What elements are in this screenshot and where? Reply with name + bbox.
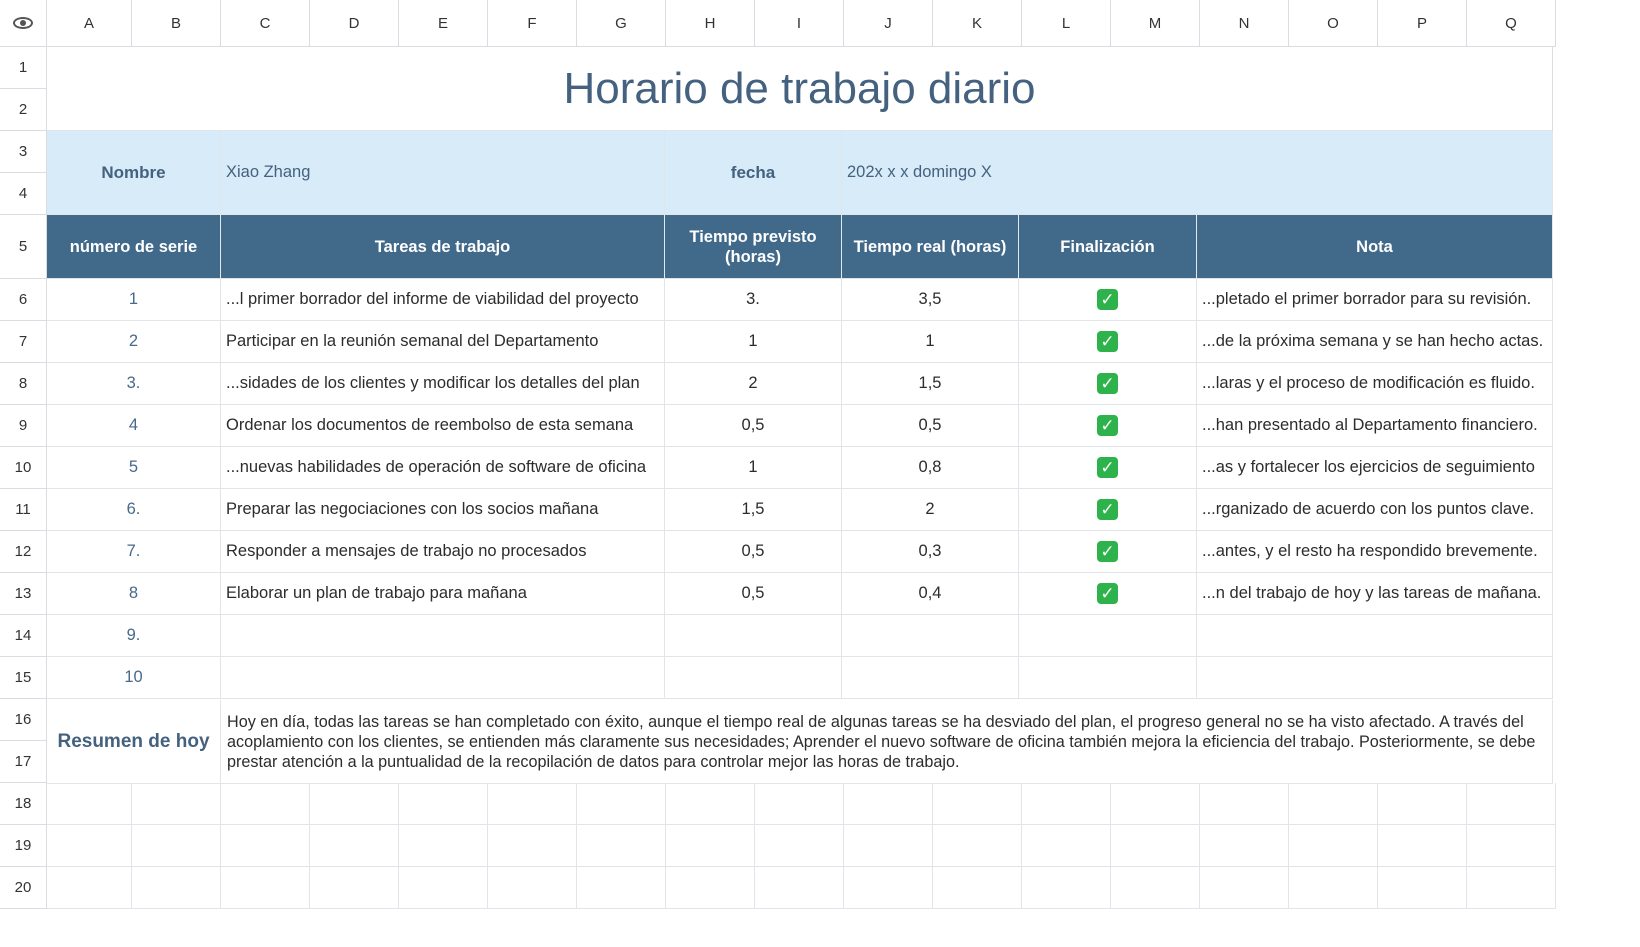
cell-done[interactable] [1019, 279, 1197, 321]
empty-cell[interactable] [844, 825, 933, 867]
cell-planned-text: 1 [748, 458, 758, 476]
date-value: 202x x x domingo X [847, 163, 992, 181]
header-actual[interactable] [842, 215, 1019, 279]
empty-cell[interactable] [844, 867, 933, 909]
column-header-e[interactable]: E [399, 0, 488, 47]
empty-cell[interactable] [1378, 867, 1467, 909]
column-header-c[interactable]: C [221, 0, 310, 47]
summary-text: Hoy en día, todas las tareas se han completado con éxito, aunque el tiempo real de algunas tareas se ha desviado del plan, el progreso general no se ha visto afectado. A través del acoplamiento con los clientes, se entienden más claramente sus necesidades; Aprender el nuevo software de oficina también mejora la eficiencia del trabajo. Posteriormente, se debe prestar atención a la puntualidad de la recopilación de datos para controlar mejor las horas de trabajo. [227, 712, 1536, 771]
column-header-a[interactable]: A [47, 0, 132, 47]
cell-done[interactable] [1019, 657, 1197, 699]
cell-serial-text: 4 [128, 416, 139, 434]
cell-task[interactable] [221, 573, 665, 615]
cell-actual-text: 0,4 [918, 584, 942, 602]
cell-note-text: ...pletado el primer borrador para su revisión. [1202, 290, 1532, 308]
row-header-13[interactable]: 13 [0, 573, 47, 615]
column-header-j[interactable]: J [844, 0, 933, 47]
header-task[interactable] [221, 215, 665, 279]
row-header-8[interactable]: 8 [0, 363, 47, 405]
cell-task[interactable] [221, 531, 665, 573]
cell-planned-text: 1 [748, 332, 758, 350]
column-header-g[interactable]: G [577, 0, 666, 47]
cell-serial[interactable] [47, 573, 221, 615]
cell-serial[interactable] [47, 447, 221, 489]
cell-planned[interactable] [665, 531, 842, 573]
cell-task[interactable] [221, 405, 665, 447]
empty-cell[interactable] [666, 783, 755, 825]
cell-task[interactable] [221, 279, 665, 321]
cell-planned[interactable] [665, 489, 842, 531]
sheet-title-text: Horario de trabajo diario [563, 63, 1036, 113]
empty-cell[interactable] [488, 783, 577, 825]
name-label: Nombre [101, 162, 166, 182]
cell-planned[interactable] [665, 363, 842, 405]
cell-note[interactable] [1197, 573, 1553, 615]
sheet-title[interactable] [47, 47, 1553, 131]
empty-cell[interactable] [132, 867, 221, 909]
header-serial-text: número de serie [69, 237, 198, 256]
cell-task-text: ...sidades de los clientes y modificar los detalles del plan [226, 374, 640, 392]
column-header-o[interactable]: O [1289, 0, 1378, 47]
header-note[interactable] [1197, 215, 1553, 279]
empty-cell[interactable] [1289, 825, 1378, 867]
empty-cell[interactable] [1467, 825, 1556, 867]
column-header-k[interactable]: K [933, 0, 1022, 47]
cell-note[interactable] [1197, 321, 1553, 363]
cell-done[interactable] [1019, 615, 1197, 657]
empty-cell[interactable] [755, 867, 844, 909]
row-header-18[interactable]: 18 [0, 783, 47, 825]
name-value: Xiao Zhang [226, 163, 311, 181]
cell-serial[interactable] [47, 615, 221, 657]
cell-serial[interactable] [47, 489, 221, 531]
cell-planned[interactable] [665, 321, 842, 363]
cell-planned-text: 0,5 [741, 584, 765, 602]
column-header-l[interactable]: L [1022, 0, 1111, 47]
cell-actual[interactable] [842, 573, 1019, 615]
cell-task[interactable] [221, 657, 665, 699]
check-icon: ✓ [1097, 289, 1118, 310]
cell-note-text: ...as y fortalecer los ejercicios de seguimiento [1202, 458, 1535, 476]
check-icon: ✓ [1097, 499, 1118, 520]
date-label-cell[interactable] [665, 131, 842, 215]
column-header-n[interactable]: N [1200, 0, 1289, 47]
eye-icon[interactable] [13, 17, 33, 29]
empty-cell[interactable] [1200, 867, 1289, 909]
empty-cell[interactable] [221, 825, 310, 867]
date-value-cell[interactable] [842, 131, 1553, 215]
cell-serial-text: 1 [128, 290, 139, 308]
cell-done[interactable] [1019, 405, 1197, 447]
empty-cell[interactable] [1378, 825, 1467, 867]
row-header-16[interactable]: 16 [0, 699, 47, 741]
header-note-text: Nota [1356, 237, 1393, 256]
cell-planned-text: 0,5 [741, 416, 765, 434]
header-planned[interactable] [665, 215, 842, 279]
cell-task-text: Responder a mensajes de trabajo no procesados [226, 542, 587, 560]
cell-done[interactable] [1019, 363, 1197, 405]
empty-cell[interactable] [577, 783, 666, 825]
empty-cell[interactable] [755, 825, 844, 867]
cell-planned[interactable] [665, 447, 842, 489]
cell-actual[interactable] [842, 447, 1019, 489]
column-header-m[interactable]: M [1111, 0, 1200, 47]
column-header-p[interactable]: P [1378, 0, 1467, 47]
empty-cell[interactable] [310, 783, 399, 825]
name-label-cell[interactable] [47, 131, 221, 215]
column-header-b[interactable]: B [132, 0, 221, 47]
cell-task[interactable] [221, 363, 665, 405]
cell-serial-text: 5 [128, 458, 139, 476]
cell-task-text: ...nuevas habilidades de operación de software de oficina [226, 458, 647, 476]
cell-serial[interactable] [47, 363, 221, 405]
row-header-3[interactable]: 3 [0, 131, 47, 173]
cell-actual[interactable] [842, 405, 1019, 447]
check-icon: ✓ [1097, 583, 1118, 604]
summary-label-cell[interactable] [47, 700, 221, 784]
cell-note[interactable] [1197, 447, 1553, 489]
check-icon: ✓ [1097, 541, 1118, 562]
column-header-i[interactable]: I [755, 0, 844, 47]
empty-cell[interactable] [1022, 867, 1111, 909]
cell-actual-text: 2 [925, 500, 935, 518]
cell-task-text: Participar en la reunión semanal del Departamento [226, 332, 599, 350]
empty-cell[interactable] [221, 867, 310, 909]
empty-cell[interactable] [221, 783, 310, 825]
empty-cell[interactable] [399, 867, 488, 909]
cell-actual[interactable] [842, 321, 1019, 363]
empty-cell[interactable] [488, 825, 577, 867]
check-icon: ✓ [1097, 331, 1118, 352]
cell-note-text: ...han presentado al Departamento financiero. [1202, 416, 1538, 434]
summary-label: Resumen de hoy [57, 730, 210, 752]
header-serial[interactable] [47, 215, 221, 279]
cell-actual[interactable] [842, 279, 1019, 321]
row-header-20[interactable]: 20 [0, 867, 47, 909]
row-header-4[interactable]: 4 [0, 173, 47, 215]
row-header-15[interactable]: 15 [0, 657, 47, 699]
check-icon: ✓ [1097, 457, 1118, 478]
empty-cell[interactable] [399, 825, 488, 867]
empty-cell[interactable] [1378, 783, 1467, 825]
summary-text-cell[interactable] [221, 700, 1553, 784]
cell-done[interactable] [1019, 531, 1197, 573]
cell-done[interactable] [1019, 489, 1197, 531]
empty-cell[interactable] [577, 825, 666, 867]
cell-note[interactable] [1197, 489, 1553, 531]
cell-planned[interactable] [665, 657, 842, 699]
cell-note-text: ...antes, y el resto ha respondido brevemente. [1202, 542, 1538, 560]
empty-cell[interactable] [1111, 867, 1200, 909]
row-header-2[interactable]: 2 [0, 89, 47, 131]
empty-cell[interactable] [132, 825, 221, 867]
cell-task-text: ...l primer borrador del informe de viabilidad del proyecto [226, 290, 639, 308]
cell-serial[interactable] [47, 321, 221, 363]
column-header-h[interactable]: H [666, 0, 755, 47]
cell-serial[interactable] [47, 279, 221, 321]
cell-task[interactable] [221, 489, 665, 531]
empty-cell[interactable] [933, 825, 1022, 867]
column-header-f[interactable]: F [488, 0, 577, 47]
cell-serial-text: 10 [124, 668, 143, 686]
row-header-6[interactable]: 6 [0, 279, 47, 321]
cell-note[interactable] [1197, 657, 1553, 699]
empty-cell[interactable] [755, 783, 844, 825]
cell-serial-text: 6. [126, 500, 141, 518]
cell-actual-text: 3,5 [918, 290, 942, 308]
cell-actual[interactable] [842, 657, 1019, 699]
empty-cell[interactable] [1289, 867, 1378, 909]
cell-serial[interactable] [47, 531, 221, 573]
cell-done[interactable] [1019, 573, 1197, 615]
cell-serial-text: 8 [128, 584, 139, 602]
empty-cell[interactable] [1467, 867, 1556, 909]
cell-serial-text: 3. [126, 374, 141, 392]
empty-cell[interactable] [132, 783, 221, 825]
cell-note[interactable] [1197, 363, 1553, 405]
empty-cell[interactable] [1200, 825, 1289, 867]
cell-note-text: ...n del trabajo de hoy y las tareas de mañana. [1202, 584, 1542, 602]
cell-note[interactable] [1197, 279, 1553, 321]
row-header-19[interactable]: 19 [0, 825, 47, 867]
row-header-9[interactable]: 9 [0, 405, 47, 447]
empty-cell[interactable] [47, 867, 132, 909]
header-task-text: Tareas de trabajo [374, 237, 511, 256]
cell-serial[interactable] [47, 657, 221, 699]
cell-task[interactable] [221, 321, 665, 363]
cell-actual[interactable] [842, 363, 1019, 405]
cell-task[interactable] [221, 447, 665, 489]
cell-actual-text: 1 [925, 332, 935, 350]
cell-actual-text: 0,8 [918, 458, 942, 476]
cell-planned-text: 3. [746, 290, 760, 308]
empty-cell[interactable] [47, 825, 132, 867]
cell-planned[interactable] [665, 573, 842, 615]
empty-cell[interactable] [399, 783, 488, 825]
cell-task-text: Elaborar un plan de trabajo para mañana [226, 584, 527, 602]
row-header-1[interactable]: 1 [0, 47, 47, 89]
cell-note-text: ...rganizado de acuerdo con los puntos clave. [1202, 500, 1535, 518]
empty-cell[interactable] [488, 867, 577, 909]
empty-cell[interactable] [1022, 825, 1111, 867]
empty-cell[interactable] [310, 825, 399, 867]
cell-actual-text: 1,5 [918, 374, 942, 392]
empty-cell[interactable] [577, 867, 666, 909]
header-done-text: Finalización [1060, 237, 1155, 256]
empty-cell[interactable] [1111, 825, 1200, 867]
date-label: fecha [730, 162, 776, 182]
empty-cell[interactable] [310, 867, 399, 909]
cell-planned-text: 1,5 [741, 500, 765, 518]
empty-cell[interactable] [1111, 783, 1200, 825]
cell-serial-text: 9. [126, 626, 141, 644]
cell-done[interactable] [1019, 447, 1197, 489]
empty-cell[interactable] [933, 867, 1022, 909]
empty-cell[interactable] [666, 867, 755, 909]
cell-note[interactable] [1197, 615, 1553, 657]
row-header-11[interactable]: 11 [0, 489, 47, 531]
cell-serial[interactable] [47, 405, 221, 447]
check-icon: ✓ [1097, 373, 1118, 394]
row-header-12[interactable]: 12 [0, 531, 47, 573]
row-header-17[interactable]: 17 [0, 741, 47, 783]
row-header-14[interactable]: 14 [0, 615, 47, 657]
cell-actual[interactable] [842, 531, 1019, 573]
cell-actual-text: 0,3 [918, 542, 942, 560]
empty-cell[interactable] [1289, 783, 1378, 825]
empty-cell[interactable] [844, 783, 933, 825]
select-all-corner[interactable] [0, 0, 47, 47]
row-header-10[interactable]: 10 [0, 447, 47, 489]
column-header-d[interactable]: D [310, 0, 399, 47]
column-header-q[interactable]: Q [1467, 0, 1556, 47]
empty-cell[interactable] [933, 783, 1022, 825]
cell-planned-text: 0,5 [741, 542, 765, 560]
header-planned-text: Tiempo previsto (horas) [689, 227, 817, 266]
cell-actual[interactable] [842, 489, 1019, 531]
cell-actual-text: 0,5 [918, 416, 942, 434]
cell-planned-text: 2 [748, 374, 758, 392]
cell-task-text: Ordenar los documentos de reembolso de esta semana [226, 416, 634, 434]
cell-note-text: ...de la próxima semana y se han hecho actas. [1202, 332, 1544, 350]
check-icon: ✓ [1097, 415, 1118, 436]
cell-planned[interactable] [665, 405, 842, 447]
row-header-5[interactable]: 5 [0, 215, 47, 279]
empty-cell[interactable] [1200, 783, 1289, 825]
cell-note[interactable] [1197, 405, 1553, 447]
empty-cell[interactable] [1022, 783, 1111, 825]
name-value-cell[interactable] [221, 131, 665, 215]
empty-cell[interactable] [666, 825, 755, 867]
cell-serial-text: 2 [128, 332, 139, 350]
cell-planned[interactable] [665, 615, 842, 657]
empty-cell[interactable] [1467, 783, 1556, 825]
cell-task[interactable] [221, 615, 665, 657]
cell-serial-text: 7. [126, 542, 141, 560]
cell-actual[interactable] [842, 615, 1019, 657]
cell-task-text: Preparar las negociaciones con los socios mañana [226, 500, 599, 518]
header-actual-text: Tiempo real (horas) [853, 237, 1007, 256]
header-done[interactable] [1019, 215, 1197, 279]
cell-done[interactable] [1019, 321, 1197, 363]
cell-note-text: ...laras y el proceso de modificación es fluido. [1202, 374, 1535, 392]
cell-note[interactable] [1197, 531, 1553, 573]
cell-planned[interactable] [665, 279, 842, 321]
empty-cell[interactable] [47, 783, 132, 825]
row-header-7[interactable]: 7 [0, 321, 47, 363]
